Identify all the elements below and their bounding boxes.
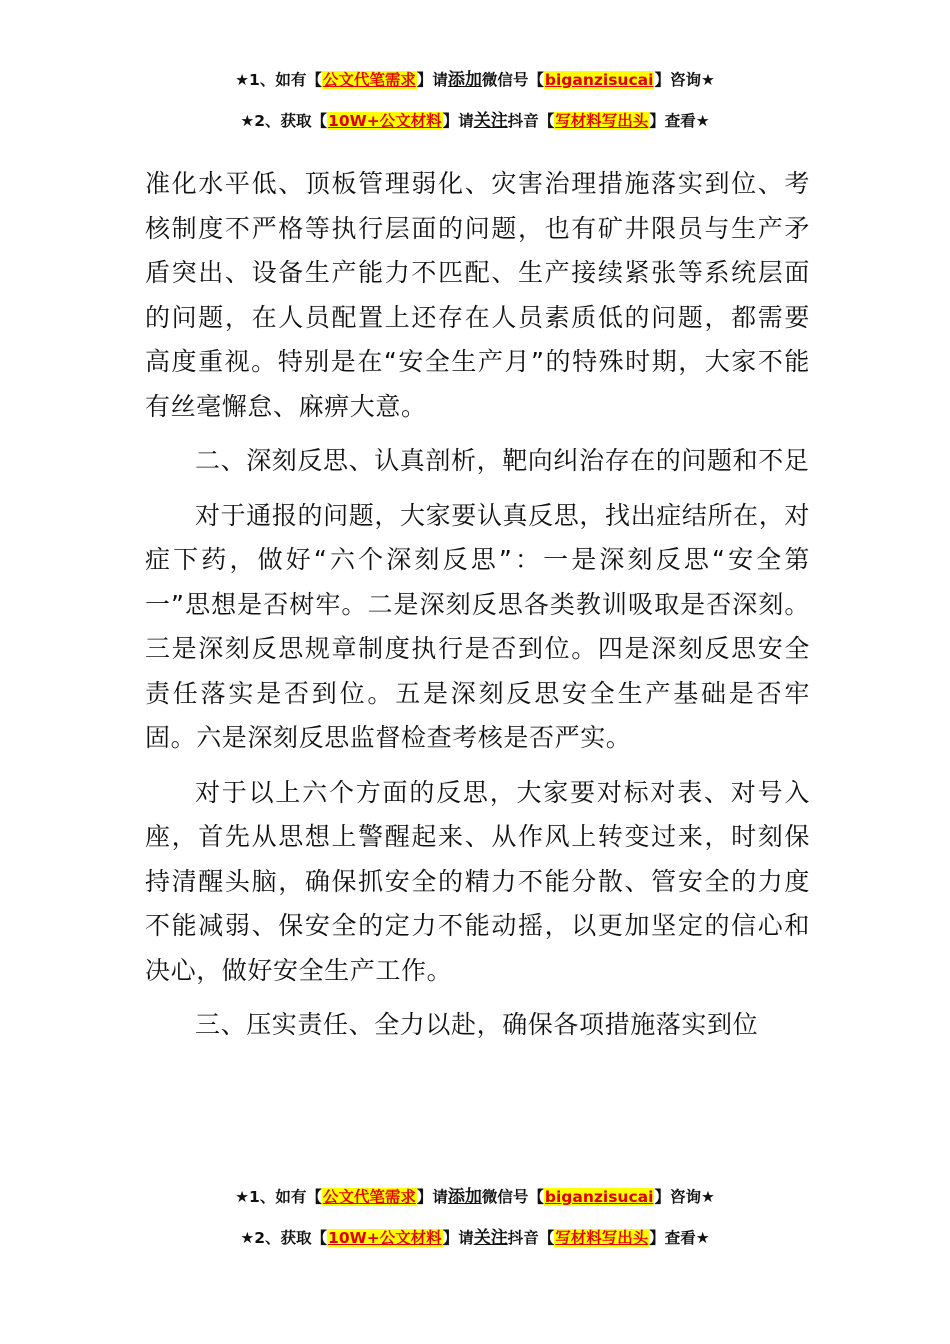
section-heading-3: 三、压实责任、全力以赴，确保各项措施落实到位 xyxy=(195,1010,759,1039)
document-body xyxy=(145,162,810,1048)
footer-line1-prefix: ★1、如有【 xyxy=(235,1188,322,1206)
header-line1-highlight-service: 公文代笔需求 xyxy=(322,71,416,89)
header-line1-mid2: 微信号【 xyxy=(481,71,544,89)
header-line1-suffix: 】咨询★ xyxy=(654,71,715,89)
footer-line2-mid2: 抖音【 xyxy=(507,1229,555,1247)
footer-line1-mid2: 微信号【 xyxy=(481,1188,544,1206)
header-line2-emphasis: 关注 xyxy=(473,111,508,131)
header-line1-prefix: ★1、如有【 xyxy=(235,71,322,89)
footer-line2-suffix: 】查看★ xyxy=(649,1229,710,1247)
header-line2-prefix: ★2、获取【 xyxy=(240,112,328,130)
header-line2-mid2: 抖音【 xyxy=(507,112,555,130)
footer-line1-mid1: 】请 xyxy=(416,1188,448,1206)
footer-line1-emphasis: 添加 xyxy=(447,1187,482,1207)
footer-line2-mid1: 】请 xyxy=(442,1229,474,1247)
header-line1-highlight-wechat: biganzisucai xyxy=(544,71,654,89)
footer-line2-emphasis: 关注 xyxy=(473,1228,508,1248)
body-paragraph-continuation: 准化水平低、顶板管理弱化、灾害治理措施落实到位、考核制度不严格等执行层面的问题，也有矿井限员与生产矛盾突出、设备生产能力不匹配、生产接续紧张等系统层面的问题，在人员配置上还存在人员素质低的问题，都需要高度重视。特别是在“安全生产月”的特殊时期，大家不能有丝毫懈怠、麻痹大意。 xyxy=(145,169,810,421)
footer-line1-highlight-service: 公文代笔需求 xyxy=(322,1188,416,1206)
footer-line2-highlight-douyin: 写材料写出头 xyxy=(555,1229,649,1247)
footer-promo-line-1 xyxy=(0,1186,950,1208)
footer-line2-highlight-materials: 10W+公文材料 xyxy=(328,1229,442,1247)
header-line2-suffix: 】查看★ xyxy=(649,112,710,130)
header-promo-line-2 xyxy=(0,110,950,132)
header-line2-mid1: 】请 xyxy=(442,112,474,130)
footer-line1-suffix: 】咨询★ xyxy=(654,1188,715,1206)
body-paragraph-action: 对于以上六个方面的反思，大家要对标对表、对号入座，首先从思想上警醒起来、从作风上转变过来，时刻保持清醒头脑，确保抓安全的精力不能分散、管安全的力度不能减弱、保安全的定力不能动摇，以更加坚定的信心和决心，做好安全生产工作。 xyxy=(145,777,810,985)
header-line2-highlight-douyin: 写材料写出头 xyxy=(555,112,649,130)
footer-line1-highlight-wechat: biganzisucai xyxy=(544,1188,654,1206)
header-promo-line-1 xyxy=(0,69,950,91)
header-line1-emphasis: 添加 xyxy=(447,70,482,90)
header-line1-mid1: 】请 xyxy=(416,71,448,89)
footer-line2-prefix: ★2、获取【 xyxy=(240,1229,328,1247)
footer-promo-line-2 xyxy=(0,1227,950,1249)
section-heading-2: 二、深刻反思、认真剖析，靶向纠治存在的问题和不足 xyxy=(195,446,810,475)
body-paragraph-reflection: 对于通报的问题，大家要认真反思，找出症结所在，对症下药，做好“六个深刻反思”：一是深刻反思“安全第一”思想是否树牢。二是深刻反思各类教训吸取是否深刻。三是深刻反思规章制度执行是否到位。四是深刻反思安全责任落实是否到位。五是深刻反思安全生产基础是否牢固。六是深刻反思监督检查考核是否严实。 xyxy=(145,500,810,752)
header-line2-highlight-materials: 10W+公文材料 xyxy=(328,112,442,130)
